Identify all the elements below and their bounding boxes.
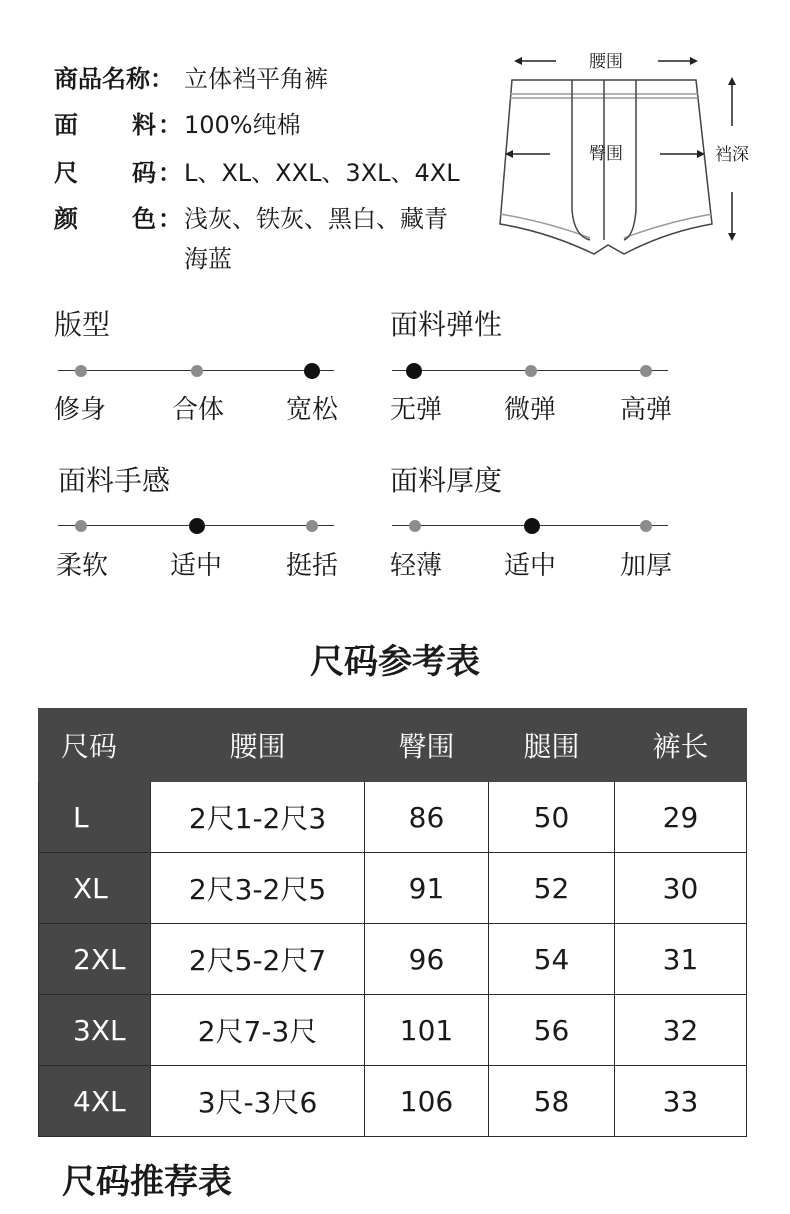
attr-fit-option: 修身 xyxy=(54,395,107,425)
size-chart-table xyxy=(38,708,747,1137)
cell-size: 2XL xyxy=(39,924,151,995)
attr-hand-feel-dot-1-selected xyxy=(189,518,205,534)
attr-hand-feel-title: 面料手感 xyxy=(58,464,171,497)
cell-length: 33 xyxy=(615,1066,747,1137)
cell-hip: 106 xyxy=(365,1066,489,1137)
product-name-label: 商品名称： xyxy=(54,65,174,93)
attr-fit-dot-1 xyxy=(191,365,203,377)
attr-elasticity-title: 面料弹性 xyxy=(390,308,503,341)
table-row xyxy=(39,1066,747,1137)
attr-thickness-dot-0 xyxy=(409,520,421,532)
product-color-value: 浅灰、铁灰、黑白、藏青 xyxy=(184,205,448,233)
header-length: 裤长 xyxy=(615,709,747,782)
product-name-value: 立体裆平角裤 xyxy=(184,65,328,93)
cell-thigh: 50 xyxy=(489,782,615,853)
cell-waist: 3尺-3尺6 xyxy=(151,1066,365,1137)
cell-size: L xyxy=(39,782,151,853)
cell-size: XL xyxy=(39,853,151,924)
cell-hip: 91 xyxy=(365,853,489,924)
table-row xyxy=(39,924,747,995)
cell-hip: 86 xyxy=(365,782,489,853)
attr-hand-feel-option: 适中 xyxy=(170,551,223,581)
attr-thickness-dot-1-selected xyxy=(524,518,540,534)
attr-fit-title: 版型 xyxy=(54,308,111,341)
cell-thigh: 54 xyxy=(489,924,615,995)
attr-hand-feel-option: 柔软 xyxy=(56,551,109,581)
attr-thickness-title: 面料厚度 xyxy=(390,464,503,497)
attr-hand-feel-dot-2 xyxy=(306,520,318,532)
attr-fit-option: 宽松 xyxy=(286,395,339,425)
cell-length: 29 xyxy=(615,782,747,853)
header-hip: 臀围 xyxy=(365,709,489,782)
attr-elasticity-dot-1 xyxy=(525,365,537,377)
table-row xyxy=(39,995,747,1066)
size-chart-title: 尺码参考表 xyxy=(310,642,480,682)
cell-hip: 101 xyxy=(365,995,489,1066)
attr-elasticity-dot-2 xyxy=(640,365,652,377)
header-waist: 腰围 xyxy=(151,709,365,782)
attr-hand-feel-option: 挺括 xyxy=(286,551,339,581)
attr-elasticity-option: 微弹 xyxy=(504,395,557,425)
attr-fit-option: 合体 xyxy=(172,395,225,425)
underwear-outline xyxy=(500,80,712,254)
table-row xyxy=(39,853,747,924)
table-header-row xyxy=(39,709,747,782)
cell-thigh: 58 xyxy=(489,1066,615,1137)
cell-length: 32 xyxy=(615,995,747,1066)
cell-length: 31 xyxy=(615,924,747,995)
hip-label: 臀围 xyxy=(589,144,623,164)
cell-size: 3XL xyxy=(39,995,151,1066)
cell-waist: 2尺5-2尺7 xyxy=(151,924,365,995)
attr-thickness-option: 适中 xyxy=(504,551,557,581)
cell-length: 30 xyxy=(615,853,747,924)
cell-waist: 2尺3-2尺5 xyxy=(151,853,365,924)
size-recommend-title: 尺码推荐表 xyxy=(62,1162,232,1202)
cell-waist: 2尺1-2尺3 xyxy=(151,782,365,853)
cell-waist: 2尺7-3尺 xyxy=(151,995,365,1066)
attr-thickness-option: 加厚 xyxy=(620,551,673,581)
underwear-diagram xyxy=(490,40,770,270)
attr-fit-dot-0 xyxy=(75,365,87,377)
attr-elasticity-option: 高弹 xyxy=(620,395,673,425)
cell-size: 4XL xyxy=(39,1066,151,1137)
header-size: 尺码 xyxy=(39,709,151,782)
product-fabric-value: 100%纯棉 xyxy=(184,111,301,139)
attr-elasticity-option: 无弹 xyxy=(390,395,443,425)
attr-hand-feel-dot-0 xyxy=(75,520,87,532)
attr-elasticity-dot-0-selected xyxy=(406,363,422,379)
attr-fit-dot-2-selected xyxy=(304,363,320,379)
cell-thigh: 56 xyxy=(489,995,615,1066)
cell-hip: 96 xyxy=(365,924,489,995)
attr-thickness-dot-2 xyxy=(640,520,652,532)
cell-thigh: 52 xyxy=(489,853,615,924)
attr-thickness-option: 轻薄 xyxy=(390,551,443,581)
header-thigh: 腿围 xyxy=(489,709,615,782)
product-size-value: L、XL、XXL、3XL、4XL xyxy=(184,159,460,187)
table-row xyxy=(39,782,747,853)
product-color-value-2: 海蓝 xyxy=(184,245,232,273)
waist-label: 腰围 xyxy=(589,52,623,72)
rise-label: 裆深 xyxy=(715,145,749,165)
